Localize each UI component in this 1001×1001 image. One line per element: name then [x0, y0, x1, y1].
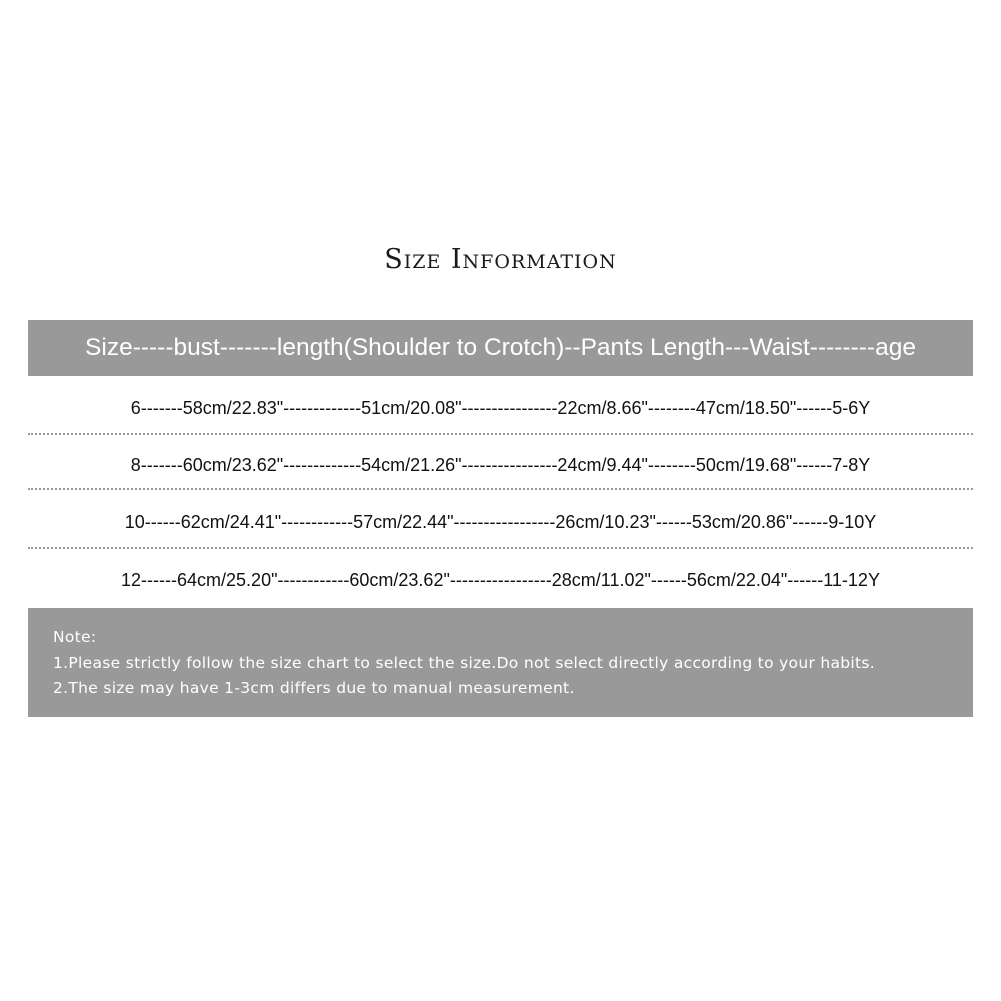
- row-divider: [28, 433, 973, 435]
- note-heading: Note:: [53, 628, 97, 646]
- size-row-10: 10------62cm/24.41"------------57cm/22.44"-----------------26cm/10.23"------53cm/20.86"------9-10Y: [124, 512, 877, 532]
- size-table-header: Size-----bust-------length(Shoulder to Crotch)--Pants Length---Waist--------age: [28, 320, 973, 376]
- row-divider: [28, 547, 973, 549]
- size-row-6: 6-------58cm/22.83"-------------51cm/20.08"----------------22cm/8.66"--------47cm/18.50"------5-6Y: [130, 398, 871, 418]
- page-title: Size Information: [384, 244, 617, 275]
- size-row-12: 12------64cm/25.20"------------60cm/23.62"-----------------28cm/11.02"------56cm/22.04"------11-12Y: [121, 570, 880, 590]
- note-line-2: 2.The size may have 1-3cm differs due to manual measurement.: [53, 679, 575, 697]
- size-row-8: 8-------60cm/23.62"-------------54cm/21.26"----------------24cm/9.44"--------50cm/19.68"------7-8Y: [130, 455, 871, 475]
- row-divider: [28, 488, 973, 490]
- note-box: [28, 608, 973, 717]
- note-line-1: 1.Please strictly follow the size chart to select the size.Do not select directly according to your habits.: [53, 653, 876, 672]
